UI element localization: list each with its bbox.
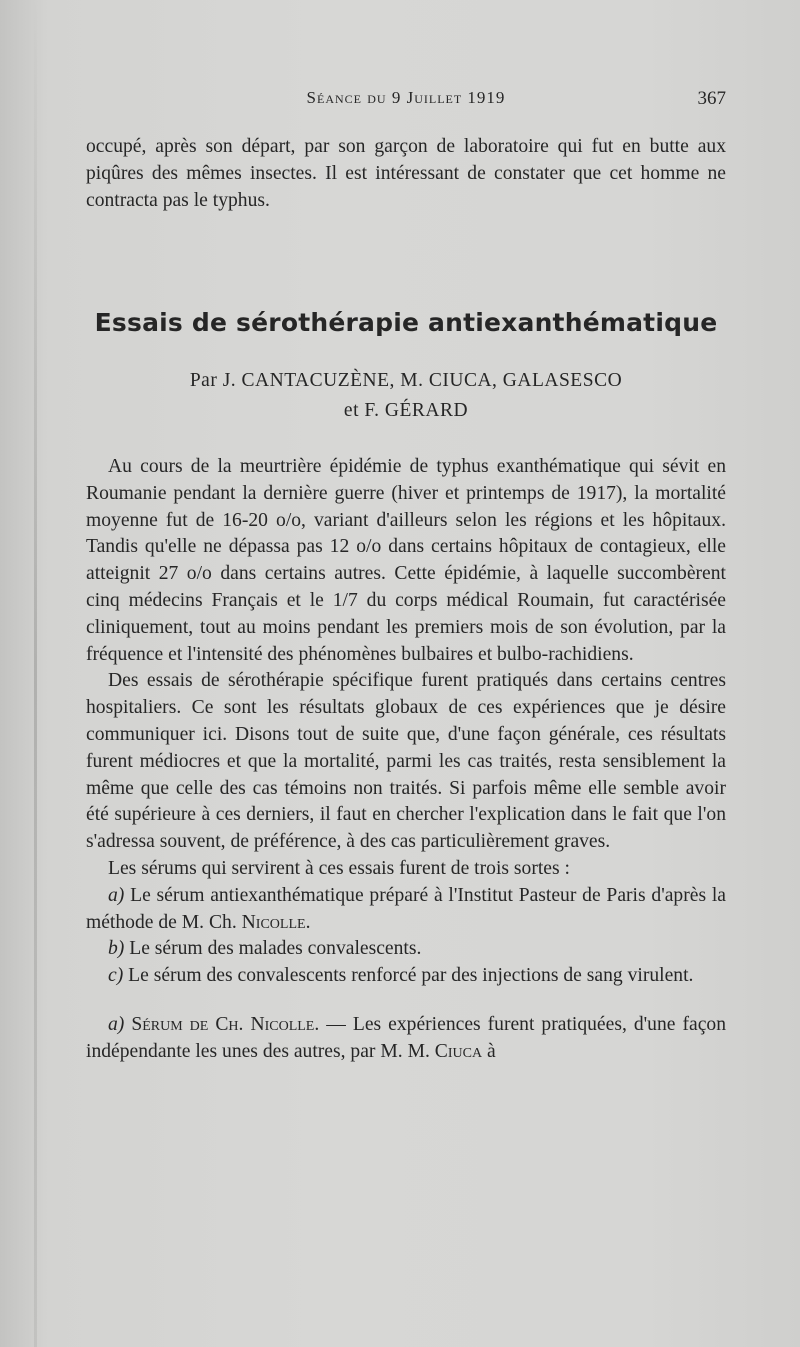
list-item-a	[86, 883, 726, 937]
continuation-paragraph: occupé, après son départ, par son garçon de laboratoire qui fut en butte aux piqûres des mêmes insectes. Il est intéressant de constater que cet homme ne contracta pas le typhus.	[86, 136, 726, 211]
list-item-c	[86, 963, 726, 990]
section-marker: a)	[108, 1013, 125, 1035]
authors-line-2: et F. GÉRARD	[343, 400, 469, 421]
page-gutter-shadow	[34, 0, 37, 1347]
running-title: Séance du 9 Juillet 1919	[306, 88, 506, 107]
section-text: — Les expériences furent pratiquées, d'une façon indépendante les unes des autres, par M. M.	[86, 1013, 726, 1062]
section-name: Ciuca	[434, 1040, 483, 1062]
list-item-b-text: Le sérum des malades convalescents.	[124, 938, 422, 960]
list-item-a-name: Nicolle	[241, 911, 306, 933]
list-marker-c: c)	[108, 965, 124, 987]
list-marker-b: b)	[108, 938, 125, 960]
list-item-a-text: Le sérum antiexanthématique préparé à l'Institut Pasteur de Paris d'après la méthode de M. Ch.	[86, 884, 726, 933]
list-item-c-text: Le sérum des convalescents renforcé par des injections de sang virulent.	[123, 965, 694, 987]
paragraph-intro: Au cours de la meurtrière épidémie de typhus exanthématique qui sévit en Roumanie pendant la dernière guerre (hiver et printemps de 1917), la mortalité moyenne fut de 16-20 o/o, variant d'ailleurs selon les régions et les hôpitaux. Tandis qu'elle ne dépassa pas 12 o/o dans certains hôpitaux de contagieux, elle atteignit 27 o/o dans certains autres. Cette épidémie, à laquelle succombèrent cinq médecins Français et le 1/7 du corps médical Roumain, fut caractérisée cliniquement, tout au moins pendant les premiers mois de son évolution, par la fréquence et l'intensité des phénomènes bulbaires et bulbo-rachidiens.	[86, 456, 726, 665]
article-authors	[86, 366, 726, 426]
authors-line-1: Par J. CANTACUZÈNE, M. CIUCA, GALASESCO	[189, 370, 623, 391]
article-title: Essais de sérothérapie antiexanthématique	[94, 308, 718, 337]
running-head	[86, 88, 726, 116]
list-item-a-end: .	[305, 911, 311, 933]
paragraph-trials: Des essais de sérothérapie spécifique furent pratiqués dans certains centres hospitaliers. Ce sont les résultats globaux de ces expériences que je désire communiquer ici. Disons tout de suite que, d'une façon générale, ces résultats furent médiocres et que la mortalité, parmi les cas traités, resta sensiblement la même que celle des cas témoins non traités. Si parfois même elle semble avoir été supérieure à ces derniers, il faut en chercher l'explication dans le fait que l'on s'adressa souvent, de préférence, à des cas particulièrement graves.	[86, 670, 726, 853]
section-heading: Sérum de Ch. Nicolle.	[124, 1013, 320, 1035]
section-end: à	[482, 1040, 496, 1062]
article-body	[86, 454, 726, 1066]
list-item-b	[86, 936, 726, 963]
page-number: 367	[697, 88, 726, 109]
paragraph-serum-types: Les sérums qui servirent à ces essais furent de trois sortes :	[108, 857, 570, 879]
section-paragraph	[86, 1012, 726, 1066]
list-marker-a: a)	[108, 884, 125, 906]
